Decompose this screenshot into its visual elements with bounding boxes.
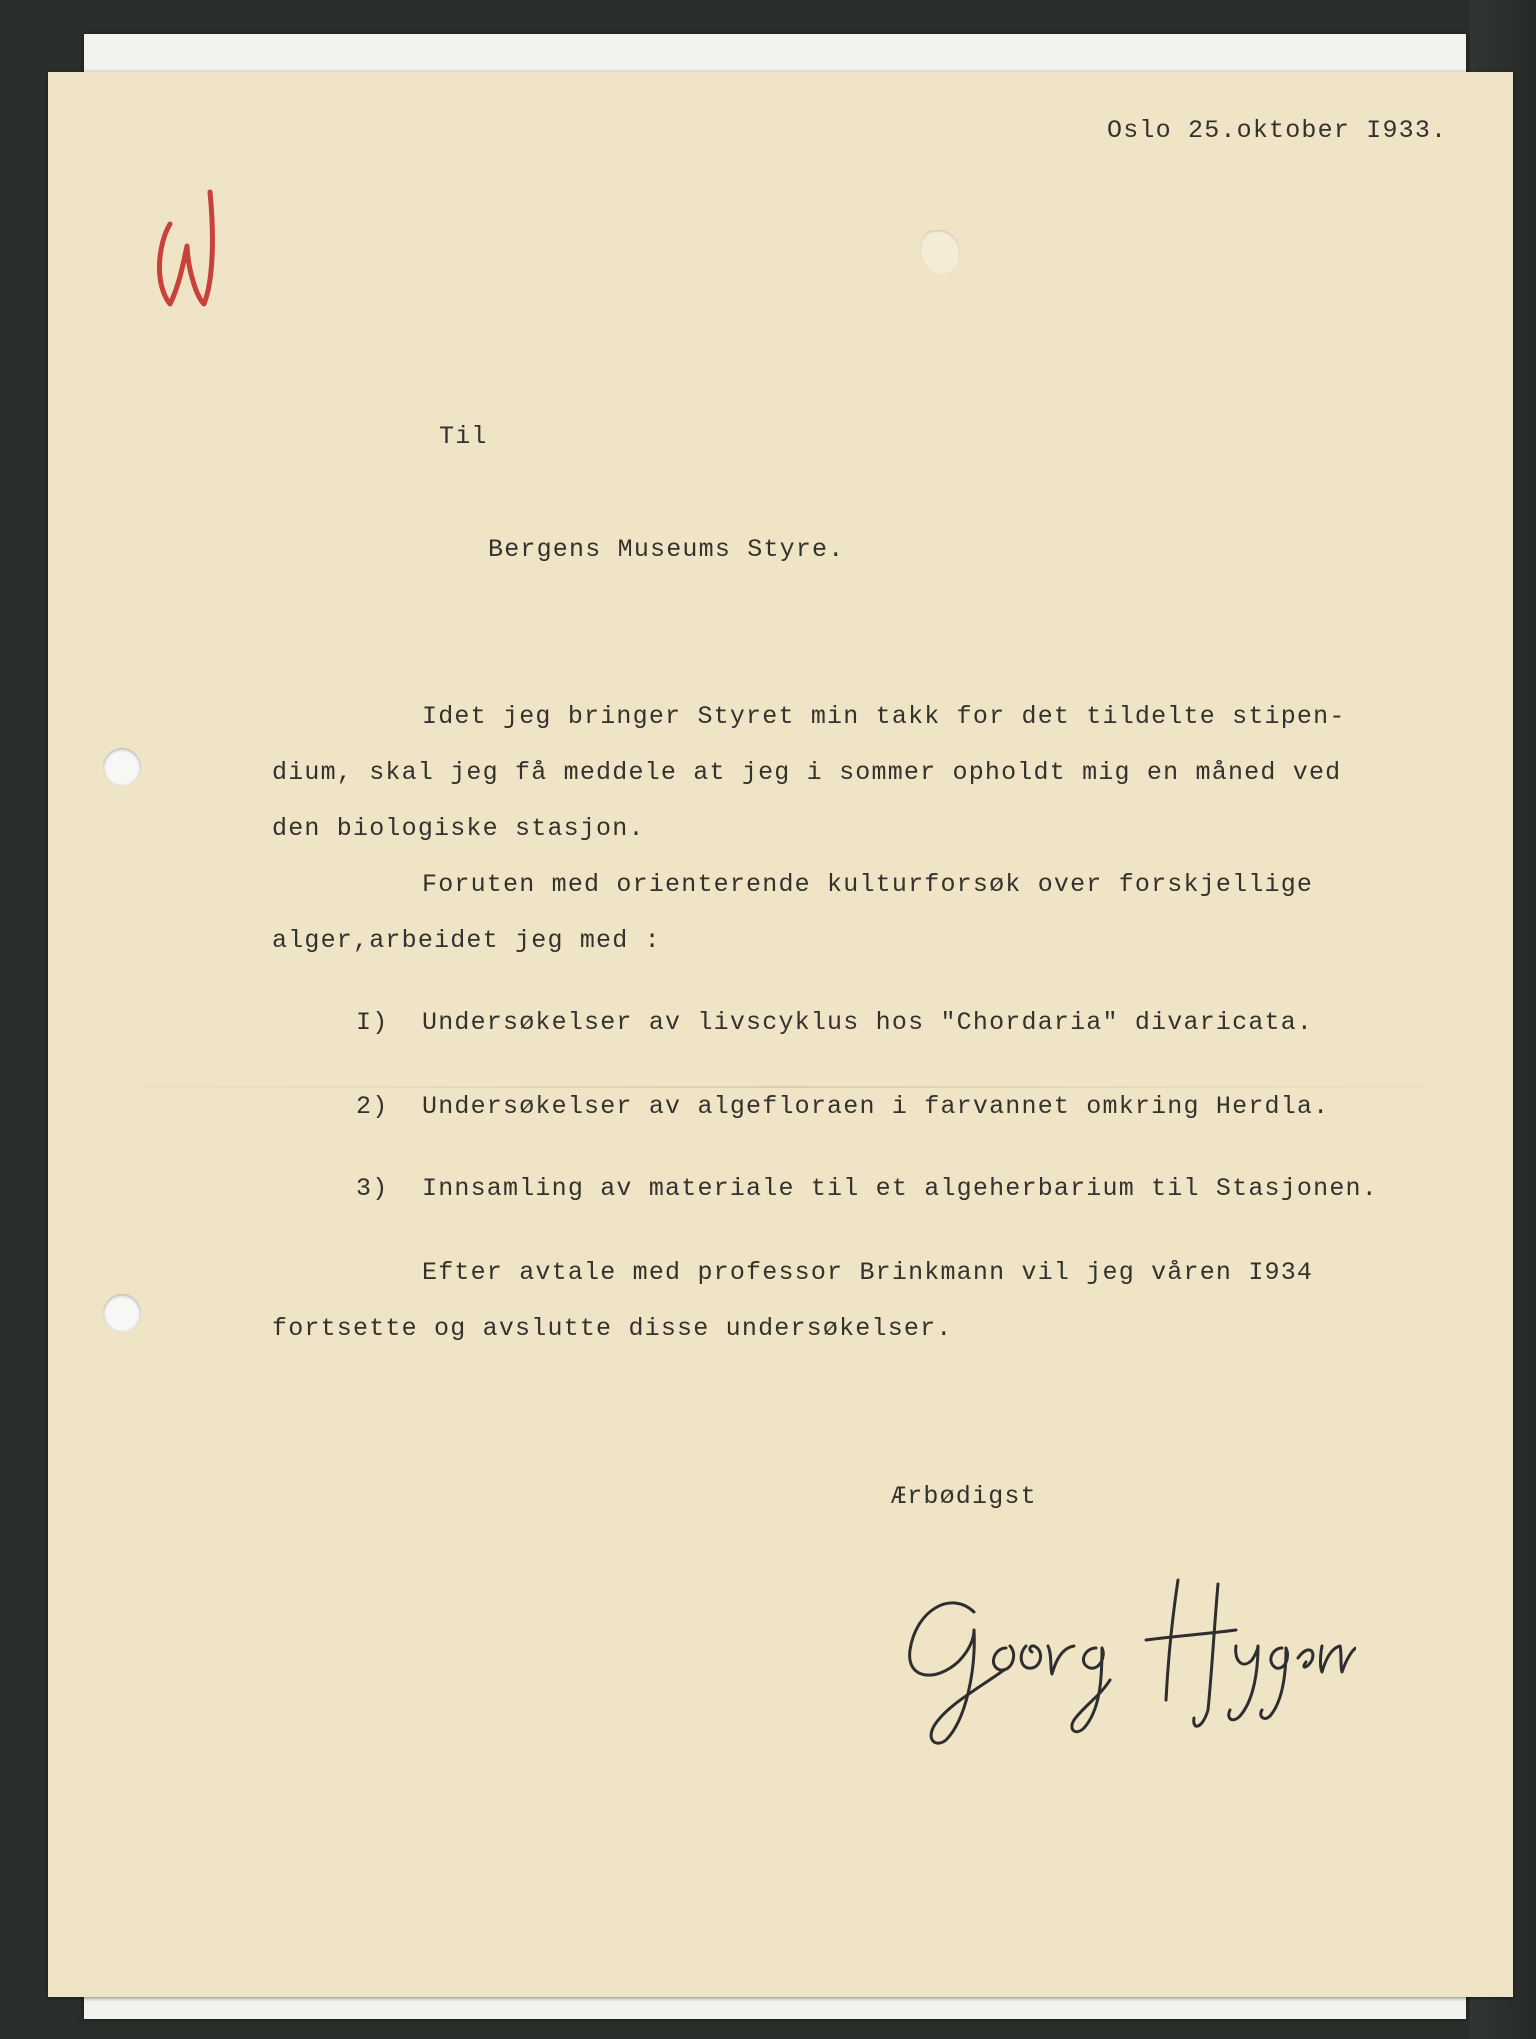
recipient: Bergens Museums Styre. [488, 535, 845, 564]
punch-hole-top [103, 748, 141, 786]
paragraph-1-line-2: dium, skal jeg få meddele at jeg i sommer opholdt mig en måned ved [272, 758, 1342, 787]
punch-hole-bottom [103, 1294, 141, 1332]
item-2-text: Undersøkelser av algefloraen i farvannet omkring Herdla. [422, 1092, 1330, 1121]
item-1-number: I) [356, 1008, 389, 1037]
item-3-number: 3) [356, 1174, 389, 1203]
letter-page [48, 72, 1513, 1997]
salutation-to: Til [439, 422, 488, 451]
dateline: Oslo 25.oktober I933. [1107, 116, 1448, 145]
paragraph-1-line-1: Idet jeg bringer Styret min takk for det tildelte stipen- [422, 702, 1346, 731]
paper-fold [48, 1086, 1513, 1088]
item-3-text: Innsamling av materiale til et algeherbarium til Stasjonen. [422, 1174, 1378, 1203]
paragraph-1-line-3: den biologiske stasjon. [272, 814, 645, 843]
item-1-text: Undersøkelser av livscyklus hos "Chordaria" divaricata. [422, 1008, 1314, 1037]
paragraph-3-line-2: fortsette og avslutte disse undersøkelser. [272, 1314, 953, 1343]
closing: Ærbødigst [891, 1482, 1037, 1511]
item-2-number: 2) [356, 1092, 389, 1121]
paragraph-2-line-2: alger,arbeidet jeg med : [272, 926, 661, 955]
signature [896, 1550, 1356, 1750]
paragraph-2-line-1: Foruten med orienterende kulturforsøk over forskjellige [422, 870, 1314, 899]
paragraph-3-line-1: Efter avtale med professor Brinkmann vil jeg våren I934 [422, 1258, 1314, 1287]
paper-tear [920, 230, 960, 274]
red-margin-mark [140, 164, 230, 324]
